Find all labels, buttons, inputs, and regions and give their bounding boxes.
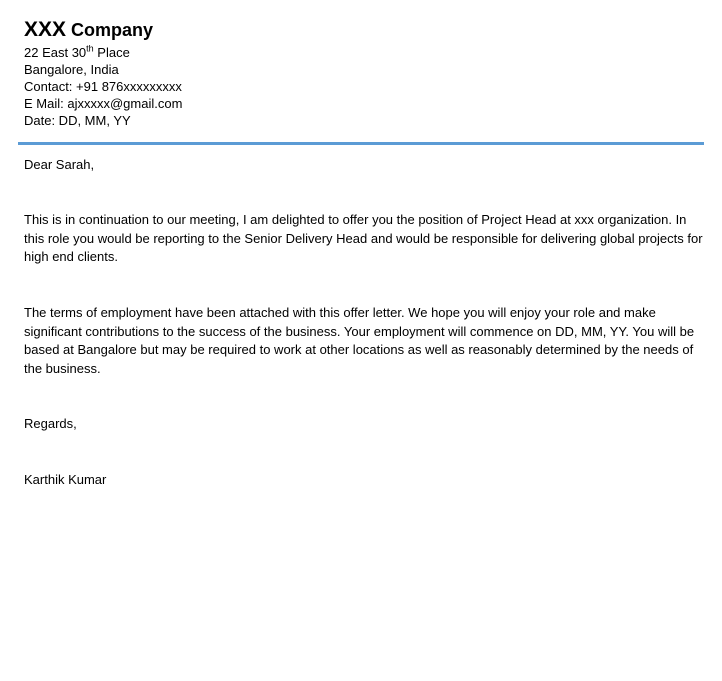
contact-line: Contact: +91 876xxxxxxxxx [24, 79, 182, 94]
address-street: Place [93, 45, 130, 60]
letterhead [24, 18, 704, 129]
company-name-main: XXX [24, 18, 67, 41]
signature-name: Karthik Kumar [24, 472, 107, 487]
company-name [24, 18, 704, 44]
city-line: Bangalore, India [24, 62, 119, 77]
address-number: 22 East 30 [24, 45, 87, 60]
body-paragraph-2: The terms of employment have been attached with this offer letter. We hope you will enjoy your role and make significant contributions to the success of the business. Your employment will commence on DD, MM, YY. You will be based at Bangalore but may be required to work at other locations as well as reasonably determined by the needs of the business. [24, 305, 695, 376]
address-ordinal: th [86, 43, 94, 54]
date-line: Date: DD, MM, YY [24, 113, 131, 128]
company-name-suffix: Company [66, 20, 154, 40]
email-line: E Mail: ajxxxxx@gmail.com [24, 96, 183, 111]
header-divider [18, 142, 704, 145]
address-line [24, 44, 704, 61]
body-paragraph-1: This is in continuation to our meeting, I am delighted to offer you the position of Project Head at xxx organization. In this role you would be reporting to the Senior Delivery Head and would be responsible for delivering global projects for high end clients. [24, 212, 703, 264]
salutation: Dear Sarah, [24, 157, 95, 172]
closing: Regards, [24, 416, 77, 431]
